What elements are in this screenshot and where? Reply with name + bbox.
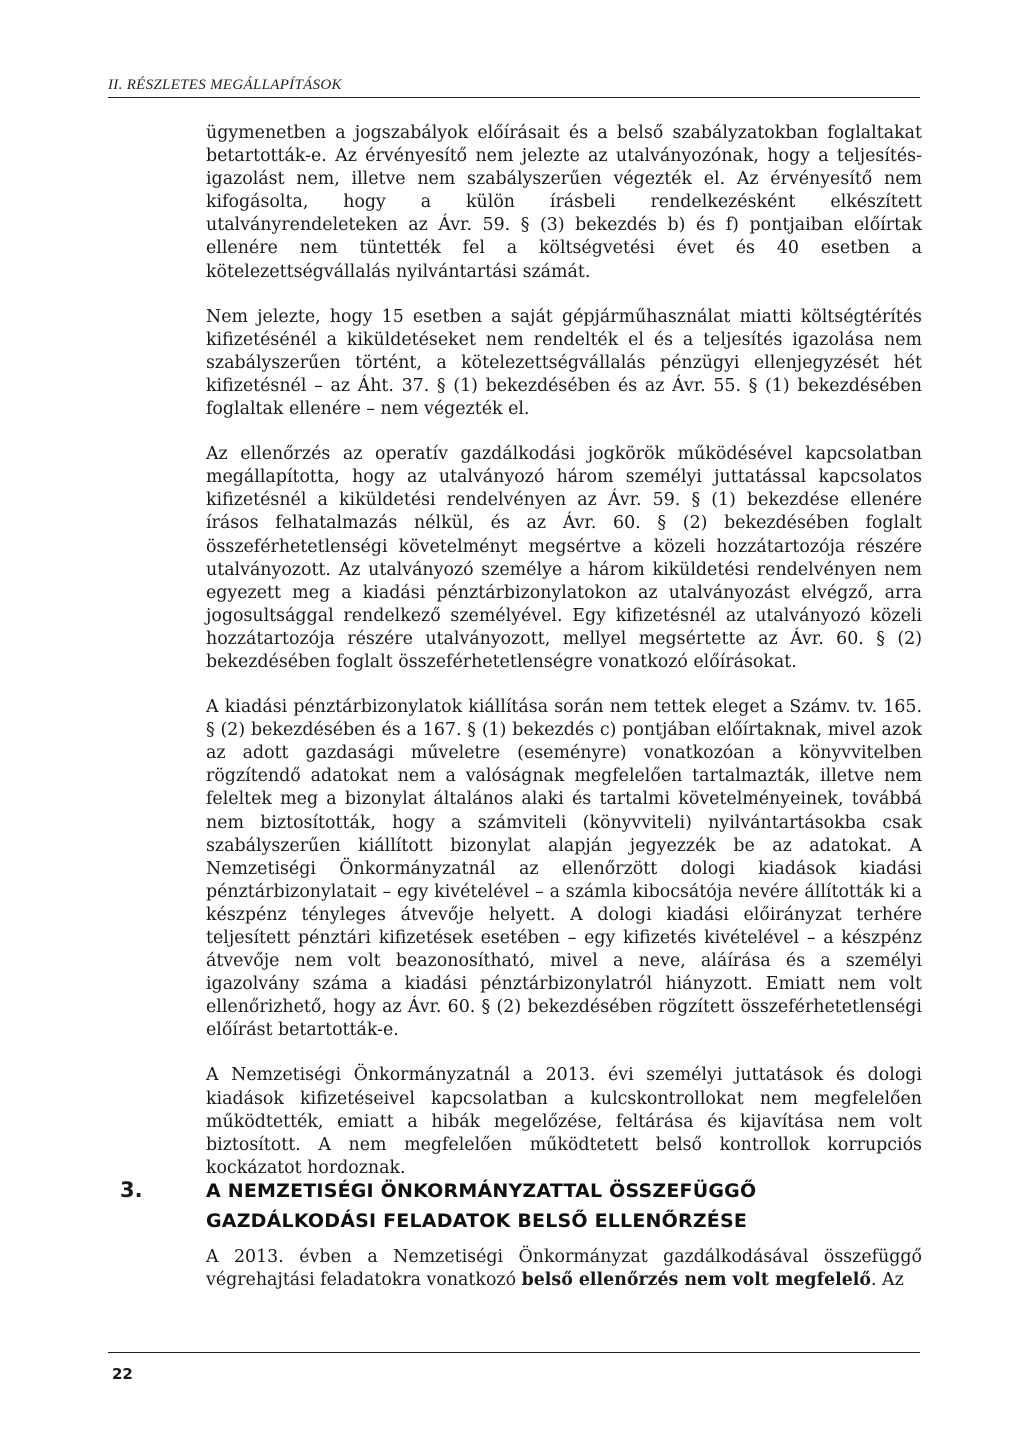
running-head: II. RÉSZLETES MEGÁLLAPÍTÁSOK (108, 77, 342, 93)
page-number: 22 (112, 1365, 133, 1383)
paragraph: ügymenetben a jogszabályok előírásait és a belső szabályzatokban foglaltakat betartották-e. Az érvényesítő nem jelezte az utalványozónak, hogy a teljesítés-igazolást nem, illetve nem szabályszerűen végezték el. Az érvényesítő nem kifogásolta, hogy a külön írásbeli rendelkezésként elkészített utalványrendeleteken az Ávr. 59. § (3) bekezdés b) és f) pontjaiban előírtak ellenére nem tüntették fel a költségvetési évet és 40 esetben a kötelezettségvállalás nyilvántartási számát. (206, 123, 922, 282)
section-body-emphasis: belső ellenőrzés nem volt megfelelő (521, 1270, 871, 1291)
paragraph: A kiadási pénztárbizonylatok kiállítása során nem tettek eleget a Számv. tv. 165. § (2) bekezdésében és a 167. § (1) bekezdés c) pontjában előírtaknak, mivel azok az adott gazdasági műveletre (eseményre) vonatkozóan a könyvvitelben rögzítendő adatokat nem a valóságnak megfelelően tartalmazták, illetve nem feleltek meg a bizonylat általános alaki és tartalmi követelményeinek, továbbá nem biztosították, hogy a számviteli (könyvviteli) nyilvántartásokba csak szabályszerűen kiállított bizonylat alapján jegyezzék be az adatokat. A Nemzetiségi Önkormányzatnál az ellenőrzött dologi kiadások kiadási pénztárbizonylatait – egy kivételével – a számla kibocsátója nevére állították ki a készpénz tényleges átvevője helyett. A dologi kiadási előirányzat terhére teljesített pénztári kifizetések esetében – egy kifizetés kivételével – a készpénz átvevője nem volt beazonosítható, mivel a neve, aláírása és a személyi igazolvány száma a kiadási pénztárbizonylatról hiányzott. Emiatt nem volt ellenőrizhető, hogy az Ávr. 60. § (2) bekezdésében rögzített összeférhetetlenségi előírást betartották-e. (206, 697, 922, 1041)
section-title: A NEMZETISÉGI ÖNKORMÁNYZATTAL ÖSSZEFÜGGŐ GAZDÁLKODÁSI FELADATOK BELSŐ ELLENŐRZÉSE (206, 1180, 757, 1232)
section-body (206, 1246, 922, 1314)
body-text (206, 122, 922, 1202)
section-body-start: A 2013. évben a Nemzetiségi Önkormányzat gazdálkodásával összefüggő végrehajtási feladatokra vonatkozó (206, 1247, 922, 1291)
section-number: 3. (120, 1178, 143, 1202)
paragraph: A Nemzetiségi Önkormányzatnál a 2013. évi személyi juttatások és dologi kiadások kifizetéseivel kapcsolatban a kulcskontrollokat nem megfelelően működtették, emiatt a hibák megelőzése, feltárása és kijavítása nem volt biztosított. A nem megfelelően működtetett belső kontrollok korrupciós kockázatot hordoznak. (206, 1065, 922, 1178)
paragraph (206, 1246, 922, 1292)
header-rule (108, 97, 920, 98)
paragraph: Nem jelezte, hogy 15 esetben a saját gépjárműhasználat miatti költségtérítés kifizetésénél a kiküldetéseket nem rendelték el és a teljesítés igazolása nem szabályszerűen történt, a kötelezettségvállalás pénzügyi ellenjegyzését hét kifizetésnél – az Áht. 37. § (1) bekezdésében és az Ávr. 55. § (1) bekezdésében foglaltak ellenére – nem végezték el. (206, 306, 922, 420)
section-body-end: . Az (871, 1270, 904, 1291)
paragraph: Az ellenőrzés az operatív gazdálkodási jogkörök működésével kapcsolatban megállapította, hogy az utalványozó három személyi juttatással kapcsolatos kifizetésnél a kiküldetési rendelvényen az Ávr. 59. § (1) bekezdése ellenére írásos felhatalmazás nélkül, és az Ávr. 60. § (2) bekezdésében foglalt összeférhetetlenségi követelményt megsértve a közeli hozzátartozója részére utalványozott. Az utalványozó személye a három kiküldetési rendelvényen nem egyezett meg a kiadási pénztárbizonylatokon az utalványozást elvégző, arra jogosultsággal rendelkező személyével. Egy kifizetésnél az utalványozó közeli hozzátartozója részére utalványozott, mellyel megsértette az Ávr. 60. § (2) bekezdésében foglalt összeférhetetlenségre vonatkozó előírásokat. (206, 444, 922, 672)
footer-rule (108, 1352, 920, 1353)
